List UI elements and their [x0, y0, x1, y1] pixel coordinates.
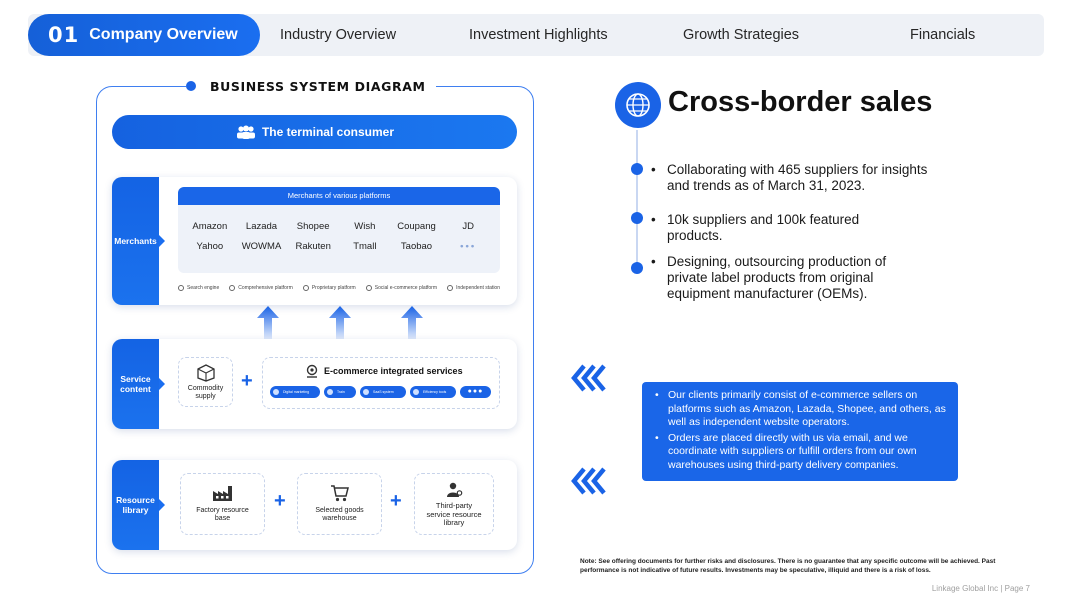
platform-name: Lazada: [245, 221, 278, 232]
timeline-dot: [631, 212, 643, 224]
service-pill: Efficiency tools: [410, 386, 456, 398]
title-dot: [186, 81, 196, 91]
consumer-label: The terminal consumer: [261, 125, 395, 139]
service-tab: Service content: [112, 339, 159, 429]
platform-name: Wish: [354, 221, 376, 232]
platform-name: Shopee: [296, 221, 330, 232]
tab-industry-overview[interactable]: Industry Overview: [280, 27, 397, 43]
plus-icon: +: [390, 490, 402, 512]
commodity-supply-label: Commodity supply: [187, 385, 224, 401]
up-arrow-icon: [257, 306, 279, 340]
resource-tab: Resource library: [112, 460, 159, 550]
merchants-card: [112, 177, 517, 305]
info-bullet: • Our clients primarily consist of e-commerce sellers on platforms such as Amazon, Lazada, Shopee, and others, as well as independent website operators.: [655, 389, 946, 429]
globe-icon: [615, 82, 661, 128]
page-footer: Linkage Global Inc | Page 7: [931, 584, 1030, 593]
top-navigation: [28, 14, 1044, 56]
commodity-supply-box: [178, 357, 233, 407]
service-icon: [304, 364, 320, 378]
people-icon: [235, 125, 257, 139]
tab-investment-highlights[interactable]: Investment Highlights: [469, 27, 608, 43]
person-gear-icon: [445, 482, 463, 498]
platform-name: WOWMA: [241, 241, 282, 252]
cart-icon: [330, 484, 350, 502]
warehouse-box: [297, 473, 382, 535]
tab-company-overview[interactable]: [28, 14, 260, 56]
terminal-consumer-bar: [112, 115, 517, 149]
platform-name: Rakuten: [295, 241, 331, 252]
platform-type: Comprehensive platform: [229, 285, 292, 291]
plus-icon: +: [241, 370, 253, 392]
merchants-header: Merchants of various platforms: [178, 187, 500, 205]
third-party-label: Third-party service resource library: [426, 501, 482, 528]
more-platforms: •••: [460, 241, 477, 252]
plus-icon: +: [274, 490, 286, 512]
page-title: Cross-border sales: [668, 86, 933, 118]
diagram-title-wrap: [186, 78, 436, 94]
bullet-item: • Designing, outsourcing production of private label products from original equipment manufacturer (OEMs).: [651, 254, 887, 301]
platform-types-row: [178, 285, 500, 291]
integrated-services-title: E-commerce integrated services: [304, 364, 463, 378]
factory-box: [180, 473, 265, 535]
platform-name: Tmall: [353, 241, 377, 252]
tab-financials[interactable]: Financials: [910, 27, 976, 43]
info-bullet: • Orders are placed directly with us via email, and we coordinate with suppliers or fulfill orders from our own warehouses using third-party delivery companies.: [655, 431, 917, 471]
warehouse-label: Selected goods warehouse: [315, 507, 364, 523]
up-arrow-icon: [329, 306, 351, 340]
service-pill: SaaS system: [360, 386, 406, 398]
service-pill: Digital marketing: [270, 386, 320, 398]
service-pill: Train: [324, 386, 356, 398]
clients-info-box: [642, 382, 958, 481]
tab-growth-strategies[interactable]: Growth Strategies: [683, 27, 800, 43]
third-party-box: [414, 473, 494, 535]
platform-name: JD: [462, 221, 474, 232]
platform-type: Independent station: [447, 285, 500, 291]
more-services-pill: ●●●: [460, 386, 491, 398]
timeline-dot: [631, 163, 643, 175]
globe-icon: [303, 285, 309, 291]
diagram-title: BUSINESS SYSTEM DIAGRAM: [210, 78, 426, 94]
station-icon: [447, 285, 453, 291]
section-number: 01: [48, 23, 80, 47]
tab-label: Company Overview: [89, 26, 238, 43]
platform-type: Social e-commerce platform: [366, 285, 437, 291]
factory-label: Factory resource base: [196, 507, 249, 523]
timeline-line: [636, 130, 638, 268]
chevrons-left-icon: [570, 363, 610, 393]
disclaimer-note: Note: See offering documents for further risks and disclosures. There is no guarantee that any specific outcome will be achieved. Past performance is not indicative of future results. Investments may be speculative, illiquid and there is a risk of loss.: [580, 558, 996, 574]
platform-type: Proprietary platform: [303, 285, 356, 291]
chevrons-left-icon: [570, 466, 610, 496]
platform-name: Amazon: [192, 221, 228, 232]
timeline-dot: [631, 262, 643, 274]
merchants-tab: Merchants: [112, 177, 159, 305]
bullet-item: • Collaborating with 465 suppliers for insights and trends as of March 31, 2023.: [651, 162, 928, 193]
platform-name: Coupang: [397, 221, 436, 232]
up-arrow-icon: [401, 306, 423, 340]
bullet-item: • 10k suppliers and 100k featured products.: [651, 212, 860, 243]
platform-icon: [229, 285, 235, 291]
platform-name: Taobao: [400, 241, 433, 252]
factory-icon: [212, 484, 234, 502]
platform-name: Yahoo: [196, 241, 224, 252]
merchants-grid: [184, 221, 494, 252]
merchants-platforms-box: [178, 187, 500, 273]
social-icon: [366, 285, 372, 291]
box-icon: [196, 364, 216, 382]
platform-type: Search engine: [178, 285, 219, 291]
search-icon: [178, 285, 184, 291]
